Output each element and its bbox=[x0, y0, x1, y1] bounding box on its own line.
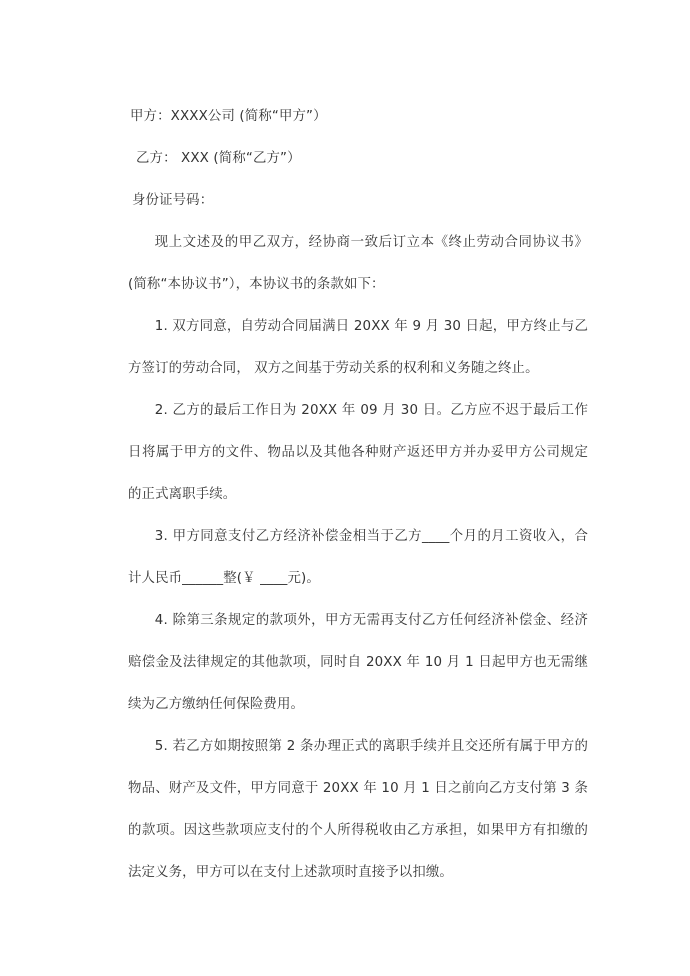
id-number-line: 身份证号码： bbox=[132, 193, 214, 208]
preamble-paragraph: 现上文述及的甲乙双方，经协商一致后订立本《终止劳动合同协议书》(简称“本协议书”），本协议书的条款如下： bbox=[128, 235, 588, 292]
party-a-line: 甲方：XXXX公司 (简称“甲方”） bbox=[130, 109, 327, 124]
document-body bbox=[128, 96, 588, 894]
clause-4: 4. 除第三条规定的款项外，甲方无需再支付乙方任何经济补偿金、经济赔偿金及法律规定的其他款项，同时自 20XX 年 10 月 1 日起甲方也无需继续为乙方缴纳任何保险费用。 bbox=[128, 613, 588, 712]
party-b-line: 乙方： XXX (简称“乙方”） bbox=[136, 151, 301, 166]
clause-1: 1. 双方同意，自劳动合同届满日 20XX 年 9 月 30 日起，甲方终止与乙方签订的劳动合同， 双方之间基于劳动关系的权利和义务随之终止。 bbox=[128, 319, 588, 376]
clause-2: 2. 乙方的最后工作日为 20XX 年 09 月 30 日。乙方应不迟于最后工作日将属于甲方的文件、物品以及其他各种财产返还甲方并办妥甲方公司规定的正式离职手续。 bbox=[128, 403, 588, 502]
clause-5: 5. 若乙方如期按照第 2 条办理正式的离职手续并且交还所有属于甲方的物品、财产及文件，甲方同意于 20XX 年 10 月 1 日之前向乙方支付第 3 条的款项。因这些款项应支付的个人所得税收由乙方承担，如果甲方有扣缴的法定义务，甲方可以在支付上述款项时直接予以扣缴。 bbox=[128, 739, 588, 880]
clause-3: 3. 甲方同意支付乙方经济补偿金相当于乙方____个月的月工资收入，合计人民币______整(￥ ____元)。 bbox=[128, 529, 588, 586]
